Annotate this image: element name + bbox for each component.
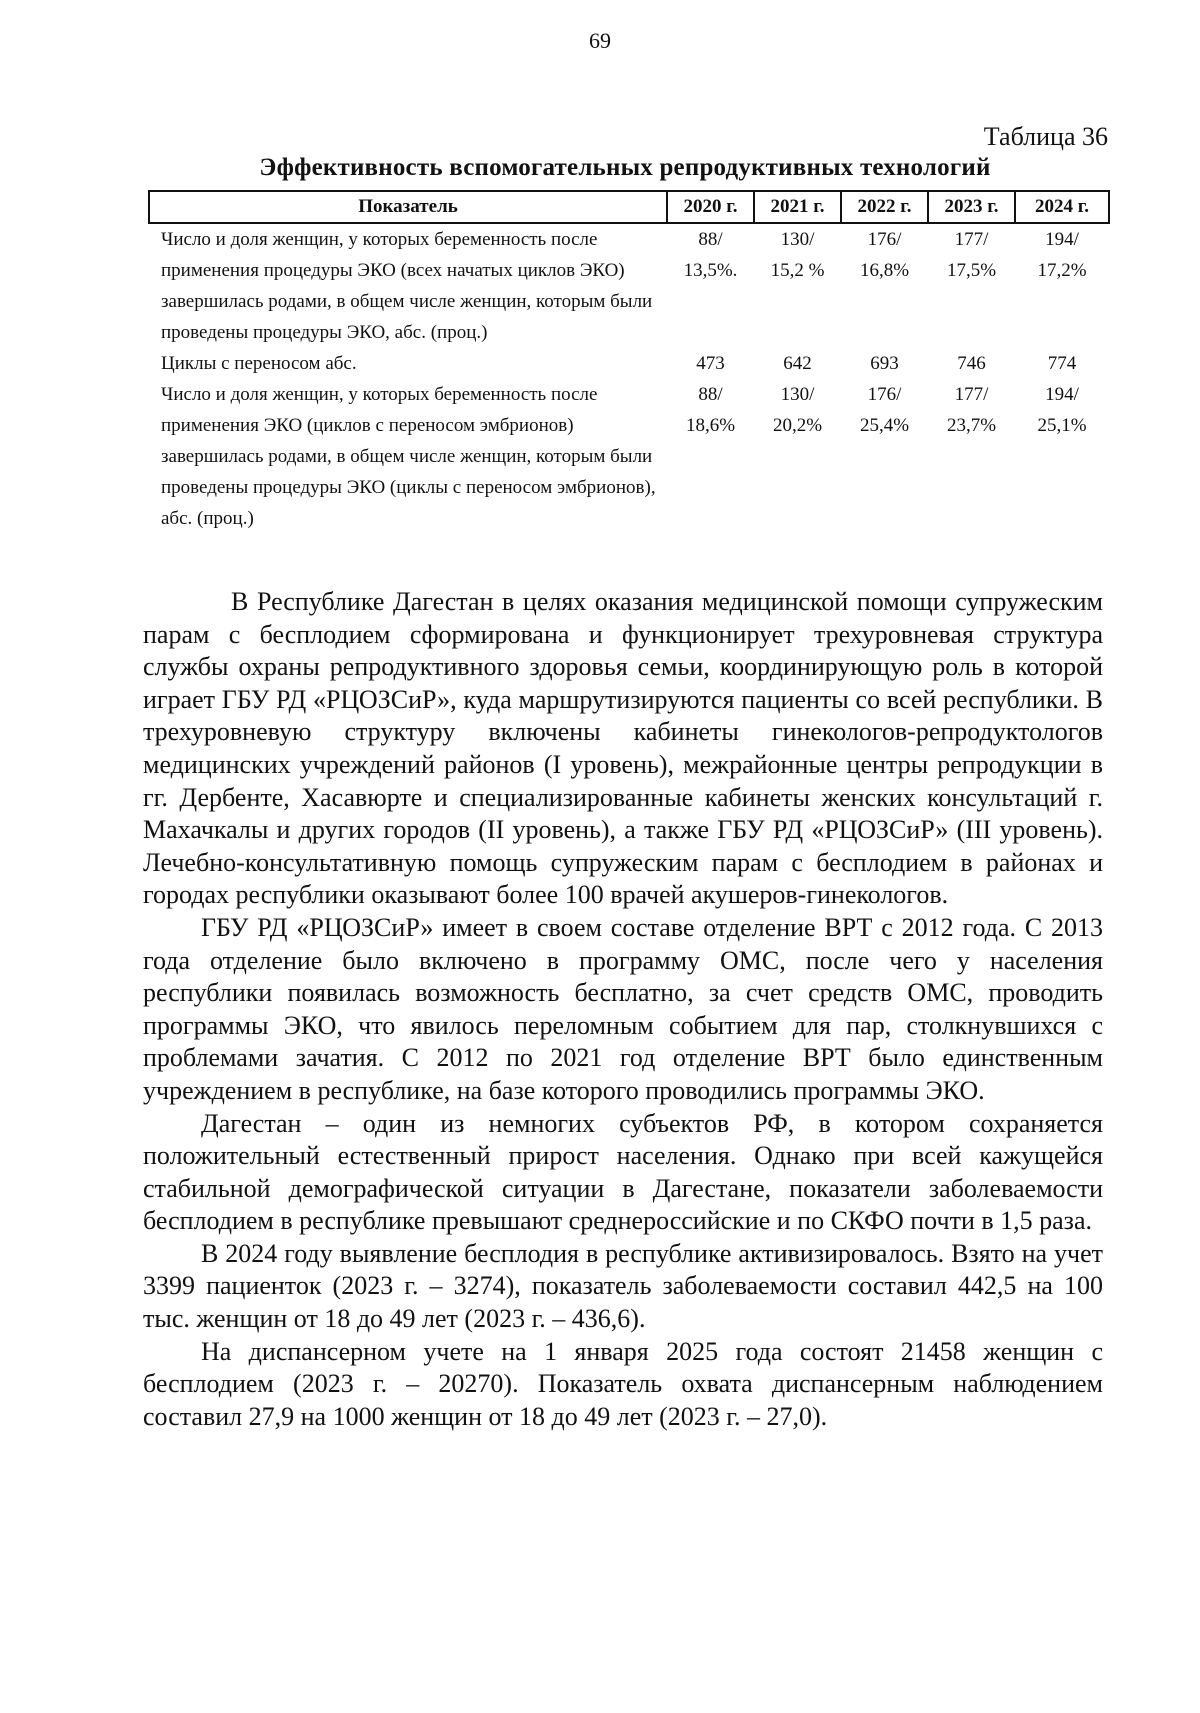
table-label: Таблица 36 xyxy=(983,122,1108,151)
table-title: Эффективность вспомогательных репродуктивных технологий xyxy=(259,154,991,181)
row-indicator: Число и доля женщин, у которых беременность после применения процедуры ЭКО (всех начатых циклов ЭКО) завершилась родами, в общем числе женщин, которым были проведены процедуры ЭКО, абс. (проц.) xyxy=(161,229,653,343)
row-value: 88/ 13,5%. xyxy=(683,229,738,281)
row-value: 194/ 25,1% xyxy=(1037,384,1087,436)
paragraph: ГБУ РД «РЦОЗСиР» имеет в своем составе отделение ВРТ с 2012 года. С 2013 года отделение было включено в программу ОМС, после чего у населения республики появилась возможность бесплатно, за счет средств ОМС, проводить программы ЭКО, что явилось переломным событием для пар, столкнувшихся с проблемами зачатия. С 2012 по 2021 год отделение ВРТ было единственным учреждением в республике, на базе которого проводились программы ЭКО. xyxy=(143,912,1103,1105)
table-row xyxy=(149,379,1109,534)
row-value: 177/ 17,5% xyxy=(946,229,997,281)
row-value: 746 xyxy=(957,353,986,374)
row-value: 693 xyxy=(870,353,899,374)
row-value: 774 xyxy=(1047,353,1077,374)
row-value: 130/ 15,2 % xyxy=(770,229,825,281)
row-value: 88/ 18,6% xyxy=(685,384,736,436)
table-header-row xyxy=(149,191,1109,223)
paragraph: В Республике Дагестан в целях оказания медицинской помощи супружеским парам с бесплодием сформирована и функционирует трехуровневая структура службы охраны репродуктивного здоровья семьи, координирующую роль в которой играет ГБУ РД «РЦОЗСиР», куда маршрутизируются пациенты со всей республики. В трехуровневую структуру включены кабинеты гинекологов-репродуктологов медицинских учреждений районов (I уровень), межрайонные центры репродукции в гг. Дербенте, Хасавюрте и специализированные кабинеты женских консультаций г. Махачкалы и других городов (II уровень), а также ГБУ РД «РЦОЗСиР» (III уровень). Лечебно-консультативную помощь супружеским парам с бесплодием в районах и городах республики оказывают более 100 врачей акушеров-гинекологов. xyxy=(143,587,1103,910)
ivf-efficiency-table xyxy=(148,190,1110,534)
table-row xyxy=(149,348,1109,379)
header-year: 2024 г. xyxy=(1015,191,1109,223)
row-value: 642 xyxy=(783,353,812,374)
row-value: 194/ 17,2% xyxy=(1037,229,1087,281)
row-value: 130/ 20,2% xyxy=(772,384,823,436)
row-value: 473 xyxy=(696,353,725,374)
row-value: 176/ 16,8% xyxy=(859,229,910,281)
page-number: 69 xyxy=(589,28,611,53)
table-row xyxy=(149,223,1109,348)
header-year: 2021 г. xyxy=(754,191,841,223)
row-value: 176/ 25,4% xyxy=(859,384,910,436)
paragraph: Дагестан – один из немногих субъектов РФ, в котором сохраняется положительный естественный прирост населения. Однако при всей кажущейся стабильной демографической ситуации в Дагестане, показатели заболеваемости бесплодием в республике превышают среднероссийские и по СКФО почти в 1,5 раза. xyxy=(143,1108,1103,1236)
header-indicator: Показатель xyxy=(149,191,667,223)
paragraph: В 2024 году выявление бесплодия в республике активизировалось. Взято на учет 3399 пациенток (2023 г. – 3274), показатель заболеваемости составил 442,5 на 100 тыс. женщин от 18 до 49 лет (2023 г. – 436,6). xyxy=(143,1238,1103,1334)
header-year: 2023 г. xyxy=(928,191,1015,223)
row-indicator: Число и доля женщин, у которых беременность после применения ЭКО (циклов с переносом эмбрионов) завершилась родами, в общем числе женщин, которым были проведены процедуры ЭКО (циклы с переносом эмбрионов), абс. (проц.) xyxy=(161,384,656,529)
header-year: 2022 г. xyxy=(841,191,928,223)
row-indicator: Циклы с переносом абс. xyxy=(161,353,357,374)
paragraph: На диспансерном учете на 1 января 2025 года состоят 21458 женщин с бесплодием (2023 г. – 20270). Показатель охвата диспансерным наблюдением составил 27,9 на 1000 женщин от 18 до 49 лет (2023 г. – 27,0). xyxy=(143,1336,1103,1431)
header-year: 2020 г. xyxy=(667,191,754,223)
body-text xyxy=(143,586,1103,1433)
row-value: 177/ 23,7% xyxy=(946,384,997,436)
